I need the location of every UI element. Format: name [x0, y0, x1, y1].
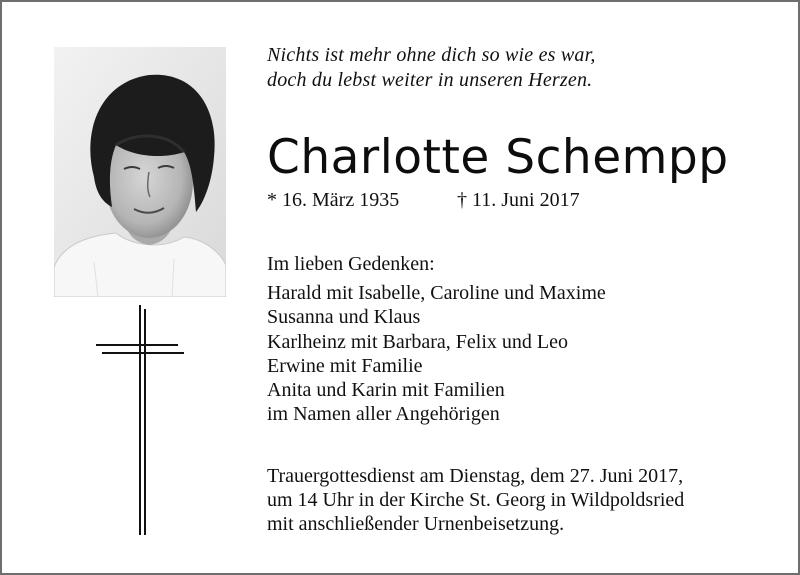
- motto-line: Nichts ist mehr ohne dich so wie es war,: [267, 44, 596, 66]
- mourner-line: Erwine mit Familie: [267, 354, 423, 377]
- double-bar-cross-icon: [92, 305, 188, 535]
- mourner-line: im Namen aller Angehörigen: [267, 403, 500, 426]
- deceased-name: Charlotte Schempp: [267, 130, 729, 185]
- motto-line: doch du lebst weiter in unseren Herzen.: [267, 69, 593, 91]
- service-line: mit anschließender Urnenbeisetzung.: [267, 513, 565, 536]
- portrait-photo: [54, 47, 226, 297]
- death-date: † 11. Juni 2017: [457, 189, 580, 211]
- mourner-line: Harald mit Isabelle, Caroline und Maxime: [267, 282, 606, 305]
- mourner-line: Anita und Karin mit Familien: [267, 378, 505, 401]
- mourners-block: [267, 252, 606, 426]
- portrait-illustration: [54, 47, 226, 297]
- memory-heading: Im lieben Gedenken:: [267, 253, 435, 275]
- mourner-line: Karlheinz mit Barbara, Felix und Leo: [267, 330, 569, 353]
- mourner-line: Susanna und Klaus: [267, 306, 421, 329]
- memorial-motto: [267, 43, 596, 93]
- service-line: um 14 Uhr in der Kirche St. Georg in Wildpoldsried: [267, 489, 685, 512]
- life-dates: [267, 188, 580, 212]
- funeral-service-info: [267, 464, 684, 537]
- service-line: Trauergottesdienst am Dienstag, dem 27. Juni 2017,: [267, 465, 684, 487]
- birth-date: * 16. März 1935: [267, 189, 400, 211]
